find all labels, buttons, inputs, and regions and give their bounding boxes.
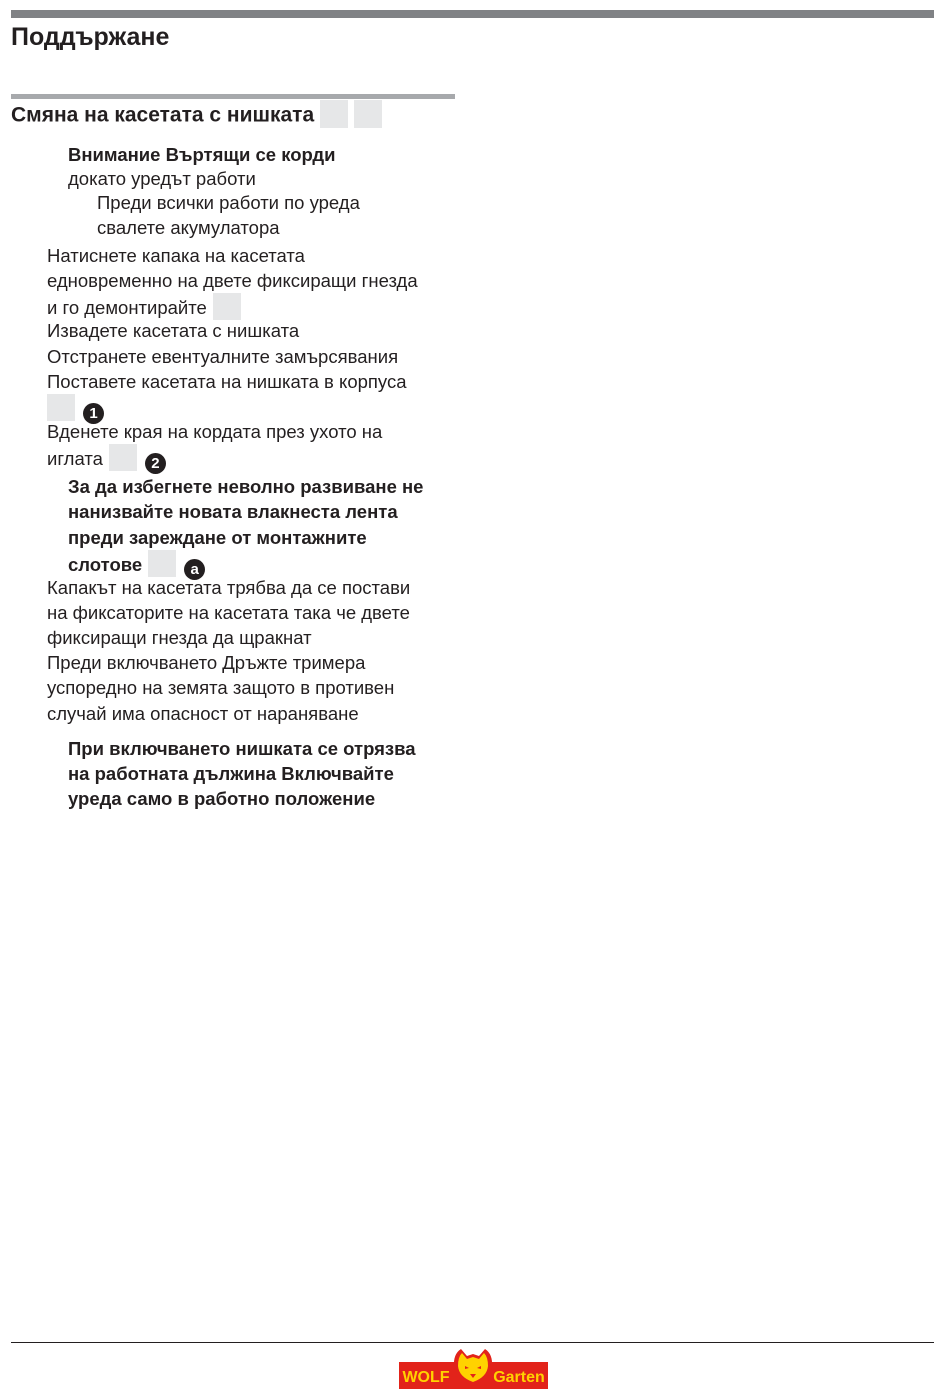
footer-rule [11,1342,934,1343]
note-line: нанизвайте новата влакнеста лента [68,501,398,522]
header-rule [11,10,934,18]
step-line: случай има опасност от нараняване [47,703,359,724]
step-number-badge: 1 [83,403,104,424]
figure-ref-placeholder [109,444,137,471]
step-line: фиксиращи гнезда да щракнат [47,627,312,648]
step-line: Отстранете евентуалните замърсявания [47,346,399,367]
figure-ref-placeholder [354,100,382,128]
note-line: уреда само в работно положение [68,788,376,809]
step-line: едновременно на двете фиксиращи гнезда [47,270,418,291]
note-line: За да избегнете неволно развиване не [68,476,424,497]
step-line-text: и го демонтирайте [47,297,207,318]
logo-garten-text: Garten [493,1369,545,1386]
warning-sub-line: свалете акумулатора [97,217,280,238]
note-line: При включването нишката се отрязва [68,738,416,759]
note-line: на работната дължина Включвайте [68,763,394,784]
step-line: на фиксаторите на касетата така че двете [47,602,410,623]
wolf-garten-logo [399,1346,548,1389]
warning-heading: Внимание Въртящи се корди [68,144,336,165]
note-line-text: слотове [68,554,143,575]
step-line [47,293,241,320]
figure-ref-placeholder [213,293,241,320]
logo-wolf-text: WOLF [402,1369,450,1386]
section-title-text: Смяна на касетата с нишката [11,103,315,127]
section-rule [11,94,455,99]
step-line-text: иглата [47,448,103,469]
note-line: преди зареждане от монтажните [68,527,367,548]
warning-sub-line: Преди всички работи по уреда [97,192,360,213]
figure-ref-placeholder [148,550,176,577]
step-line: Преди включването Дръжте тримера [47,652,366,673]
step-line: Натиснете капака на касетата [47,245,305,266]
step-line: Извадете касетата с нишката [47,320,300,341]
step-number-badge: 2 [145,453,166,474]
page-title: Поддържане [11,23,170,51]
figure-ref-placeholder [47,394,75,421]
step-line [47,444,166,474]
warning-text: докато уредът работи [68,168,256,189]
step-line: Капакът на касетата трябва да се постави [47,577,411,598]
section-title [11,102,382,130]
figure-ref-placeholder [320,100,348,128]
step-line: Вденете края на кордата през ухото на [47,421,383,442]
step-line: успоредно на земята защото в противен [47,677,395,698]
step-line: Поставете касетата на нишката в корпуса [47,371,407,392]
step-letter-badge: a [184,559,205,580]
